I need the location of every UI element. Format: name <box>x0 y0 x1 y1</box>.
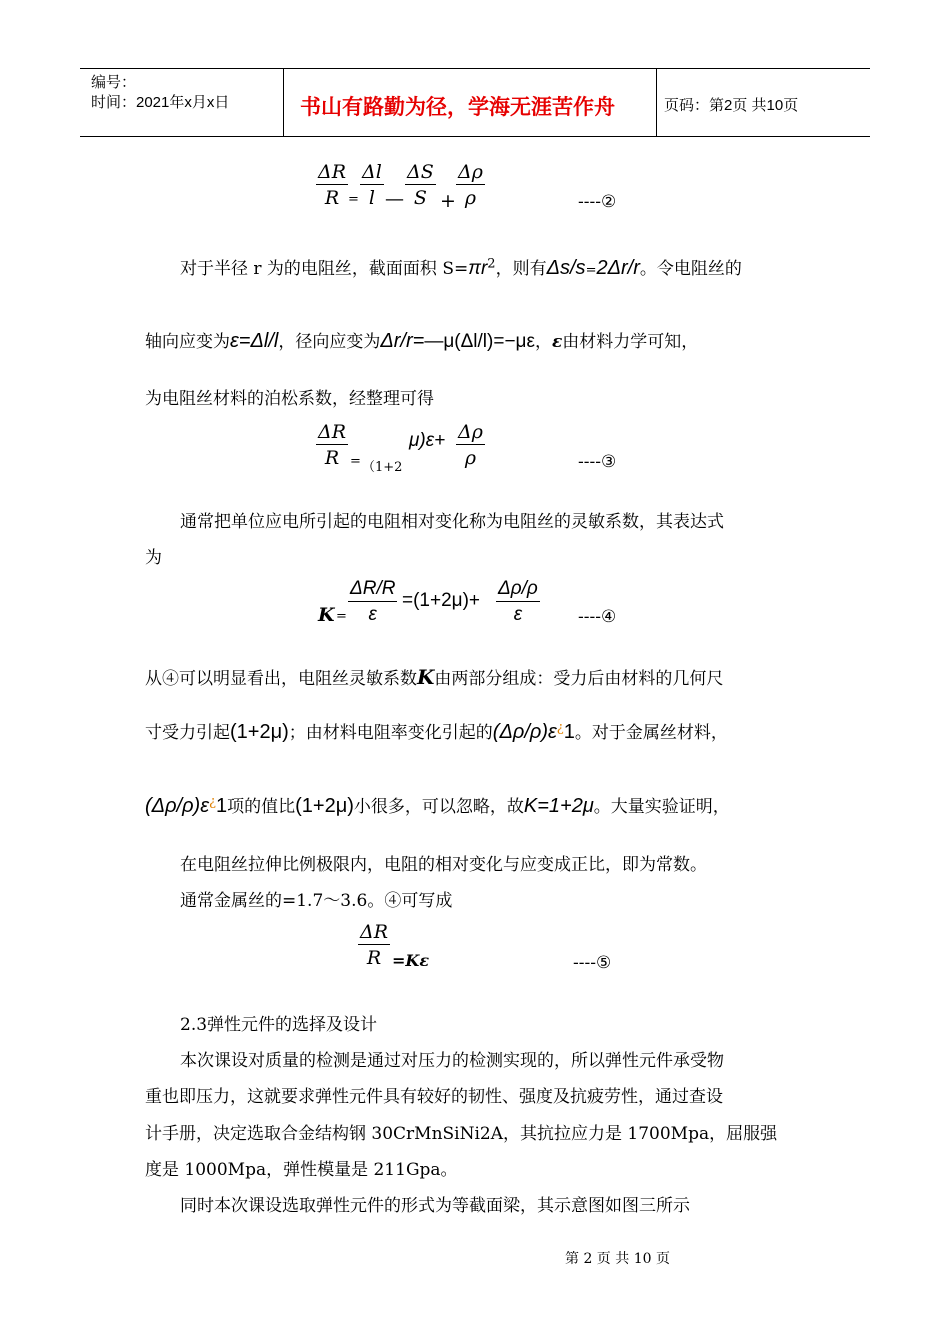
p2-text-d: 由材料力学可知， <box>562 332 699 352</box>
body-line-3: 计手册，决定选取合金结构钢 30CrMnSiNi2A，其抗拉应力是 1700Mpa，屈服强 <box>145 1124 778 1144</box>
p6-math-2: (Δρ/ρ)ε <box>492 721 557 743</box>
p7-math-3: K=1+2μ <box>523 795 594 817</box>
header-time: 时间：2021年x月x日 <box>91 94 230 111</box>
p1-sup: 2 <box>487 256 496 272</box>
eq5-fraction-dR-R <box>358 920 390 971</box>
paragraph-5 <box>145 664 723 689</box>
p5-K: K <box>417 665 435 689</box>
p1-pi-r: πr <box>468 258 488 279</box>
p7-math-1: (Δρ/ρ)ε <box>145 795 209 817</box>
p6-one: 1 <box>563 721 575 743</box>
p2-eps: ε <box>551 332 563 352</box>
eq2-plus: + <box>440 190 456 212</box>
header-divider-right <box>656 68 657 136</box>
header-page-code: 页码：第2页 共10页 <box>664 97 799 114</box>
eq4-num1: ΔR/R <box>348 577 397 602</box>
eq2-drho: Δρ <box>458 161 483 183</box>
eq2-equals: = <box>348 192 359 207</box>
p2-mu-expr: —μ(Δl/l)=−με <box>424 331 535 352</box>
p2-strain: ε=Δl/l <box>230 330 279 352</box>
eq2-dl: Δl <box>362 161 382 183</box>
eq4-equals: = <box>336 609 347 624</box>
p7-math-2: (1+2μ) <box>295 795 354 817</box>
p1-2dr: 2Δr/r <box>596 257 640 279</box>
eq3-fraction-drho-rho <box>456 420 485 471</box>
p1-text-c: 。令电阻丝的 <box>639 259 742 279</box>
eq4-fraction-2 <box>496 577 540 628</box>
header-top-rule <box>80 68 870 69</box>
eq4-den1: ε <box>368 604 377 625</box>
page-footer: 第 2 页 共 10 页 <box>565 1251 670 1267</box>
fraction-dS-over-S <box>405 160 436 211</box>
eq2-l: l <box>368 187 375 209</box>
paragraph-8: 在电阻丝拉伸比例极限内，电阻的相对变化与应变成正比，即为常数。 <box>180 855 707 875</box>
eq2-rho: ρ <box>464 187 477 209</box>
eq3-num: ΔR <box>318 421 347 443</box>
eq2-S: S <box>413 187 427 209</box>
paragraph-7 <box>145 792 730 818</box>
header-bottom-rule <box>80 136 870 137</box>
body-line-1: 本次课设对质量的检测是通过对压力的检测实现的，所以弹性元件承受物 <box>180 1051 724 1071</box>
header-motto: 书山有路勤为径，学海无涯苦作舟 <box>300 94 615 119</box>
fraction-dl-over-l <box>360 160 384 211</box>
paragraph-4-cont: 为 <box>145 548 162 568</box>
p2-text-c: ， <box>534 332 552 352</box>
eq3-den: R <box>324 447 340 469</box>
eq2-den: R <box>324 187 340 209</box>
fraction-dR-over-R <box>316 160 348 211</box>
p7-text-a: 项的值比 <box>227 797 296 817</box>
p6-text-c: 。对于金属丝材料， <box>574 723 728 743</box>
paragraph-3: 为电阻丝材料的泊松系数，经整理可得 <box>145 389 434 409</box>
p1-text-a: 对于半径 r 为的电阻丝，截面面积 S= <box>180 259 469 279</box>
eq5-den: R <box>366 947 382 969</box>
body-line-2: 重也即压力，这就要求弹性元件具有较好的韧性、强度及抗疲劳性，通过查设 <box>145 1087 723 1107</box>
header-divider-left <box>283 68 284 136</box>
p5-text-b: 由两部分组成：受力后由材料的几何尺 <box>434 669 724 689</box>
p6-math-1: (1+2μ) <box>230 721 289 743</box>
p2-text-a: 轴向应变为 <box>145 332 230 352</box>
eq4-mid: =(1+2μ)+ <box>402 590 481 611</box>
paragraph-1 <box>180 254 742 280</box>
paragraph-6 <box>145 718 728 744</box>
eq5-rhs: =Kε <box>392 951 430 970</box>
paragraph-4: 通常把单位应电所引起的电阻相对变化称为电阻丝的灵敏系数，其表达式 <box>180 512 724 532</box>
eq2-dS: ΔS <box>407 161 434 183</box>
p6-text-a: 寸受力引起 <box>145 723 230 743</box>
paragraph-9: 通常金属丝的=1.7～3.6。④可写成 <box>180 891 453 911</box>
eq3-fraction-dR-R <box>316 420 348 471</box>
body-line-4: 度是 1000Mpa，弹性模量是 211Gpa。 <box>145 1160 458 1180</box>
header-code-label: 编号： <box>91 74 137 91</box>
p6-sup: ¿ <box>556 720 564 736</box>
p6-text-b: ；由材料电阻率变化引起的 <box>288 723 493 743</box>
eq4-tag: ----④ <box>578 607 617 627</box>
p1-text-b: ，则有 <box>495 259 547 279</box>
eq2-num: ΔR <box>318 161 347 183</box>
eq4-K: K <box>318 604 335 626</box>
eq5-tag: ----⑤ <box>573 953 612 973</box>
eq3-drho: Δρ <box>458 421 483 443</box>
p5-text-a: 从④可以明显看出，电阻丝灵敏系数 <box>145 669 417 689</box>
paragraph-2 <box>145 327 698 353</box>
eq3-tag: ----③ <box>578 452 617 472</box>
p7-text-b: 小很多，可以忽略，故 <box>353 797 524 817</box>
eq4-den2: ε <box>513 604 523 625</box>
eq3-mid: （1+2 <box>362 460 403 475</box>
eq2-tag: ----② <box>578 192 617 212</box>
eq3-equals: = <box>350 454 361 469</box>
fraction-drho-over-rho <box>456 160 485 211</box>
p1-ds: Δs/s <box>546 257 586 279</box>
p2-radial: Δr/r= <box>380 330 425 352</box>
section-heading: 2.3弹性元件的选择及设计 <box>180 1015 378 1035</box>
p7-sup: ¿ <box>209 794 216 810</box>
eq3-mu: μ)ε+ <box>409 430 446 451</box>
eq2-minus: — <box>385 188 404 210</box>
eq4-fraction-1 <box>348 577 397 628</box>
p7-one: 1 <box>215 795 228 817</box>
body-line-5: 同时本次课设选取弹性元件的形式为等截面梁，其示意图如图三所示 <box>180 1196 690 1216</box>
eq3-rho: ρ <box>464 447 477 469</box>
p1-eq: = <box>585 263 597 278</box>
eq4-num2: Δρ/ρ <box>496 577 540 602</box>
p2-text-b: ，径向应变为 <box>278 332 381 352</box>
p7-text-c: 。大量实验证明， <box>593 797 730 817</box>
eq5-num: ΔR <box>360 921 389 943</box>
